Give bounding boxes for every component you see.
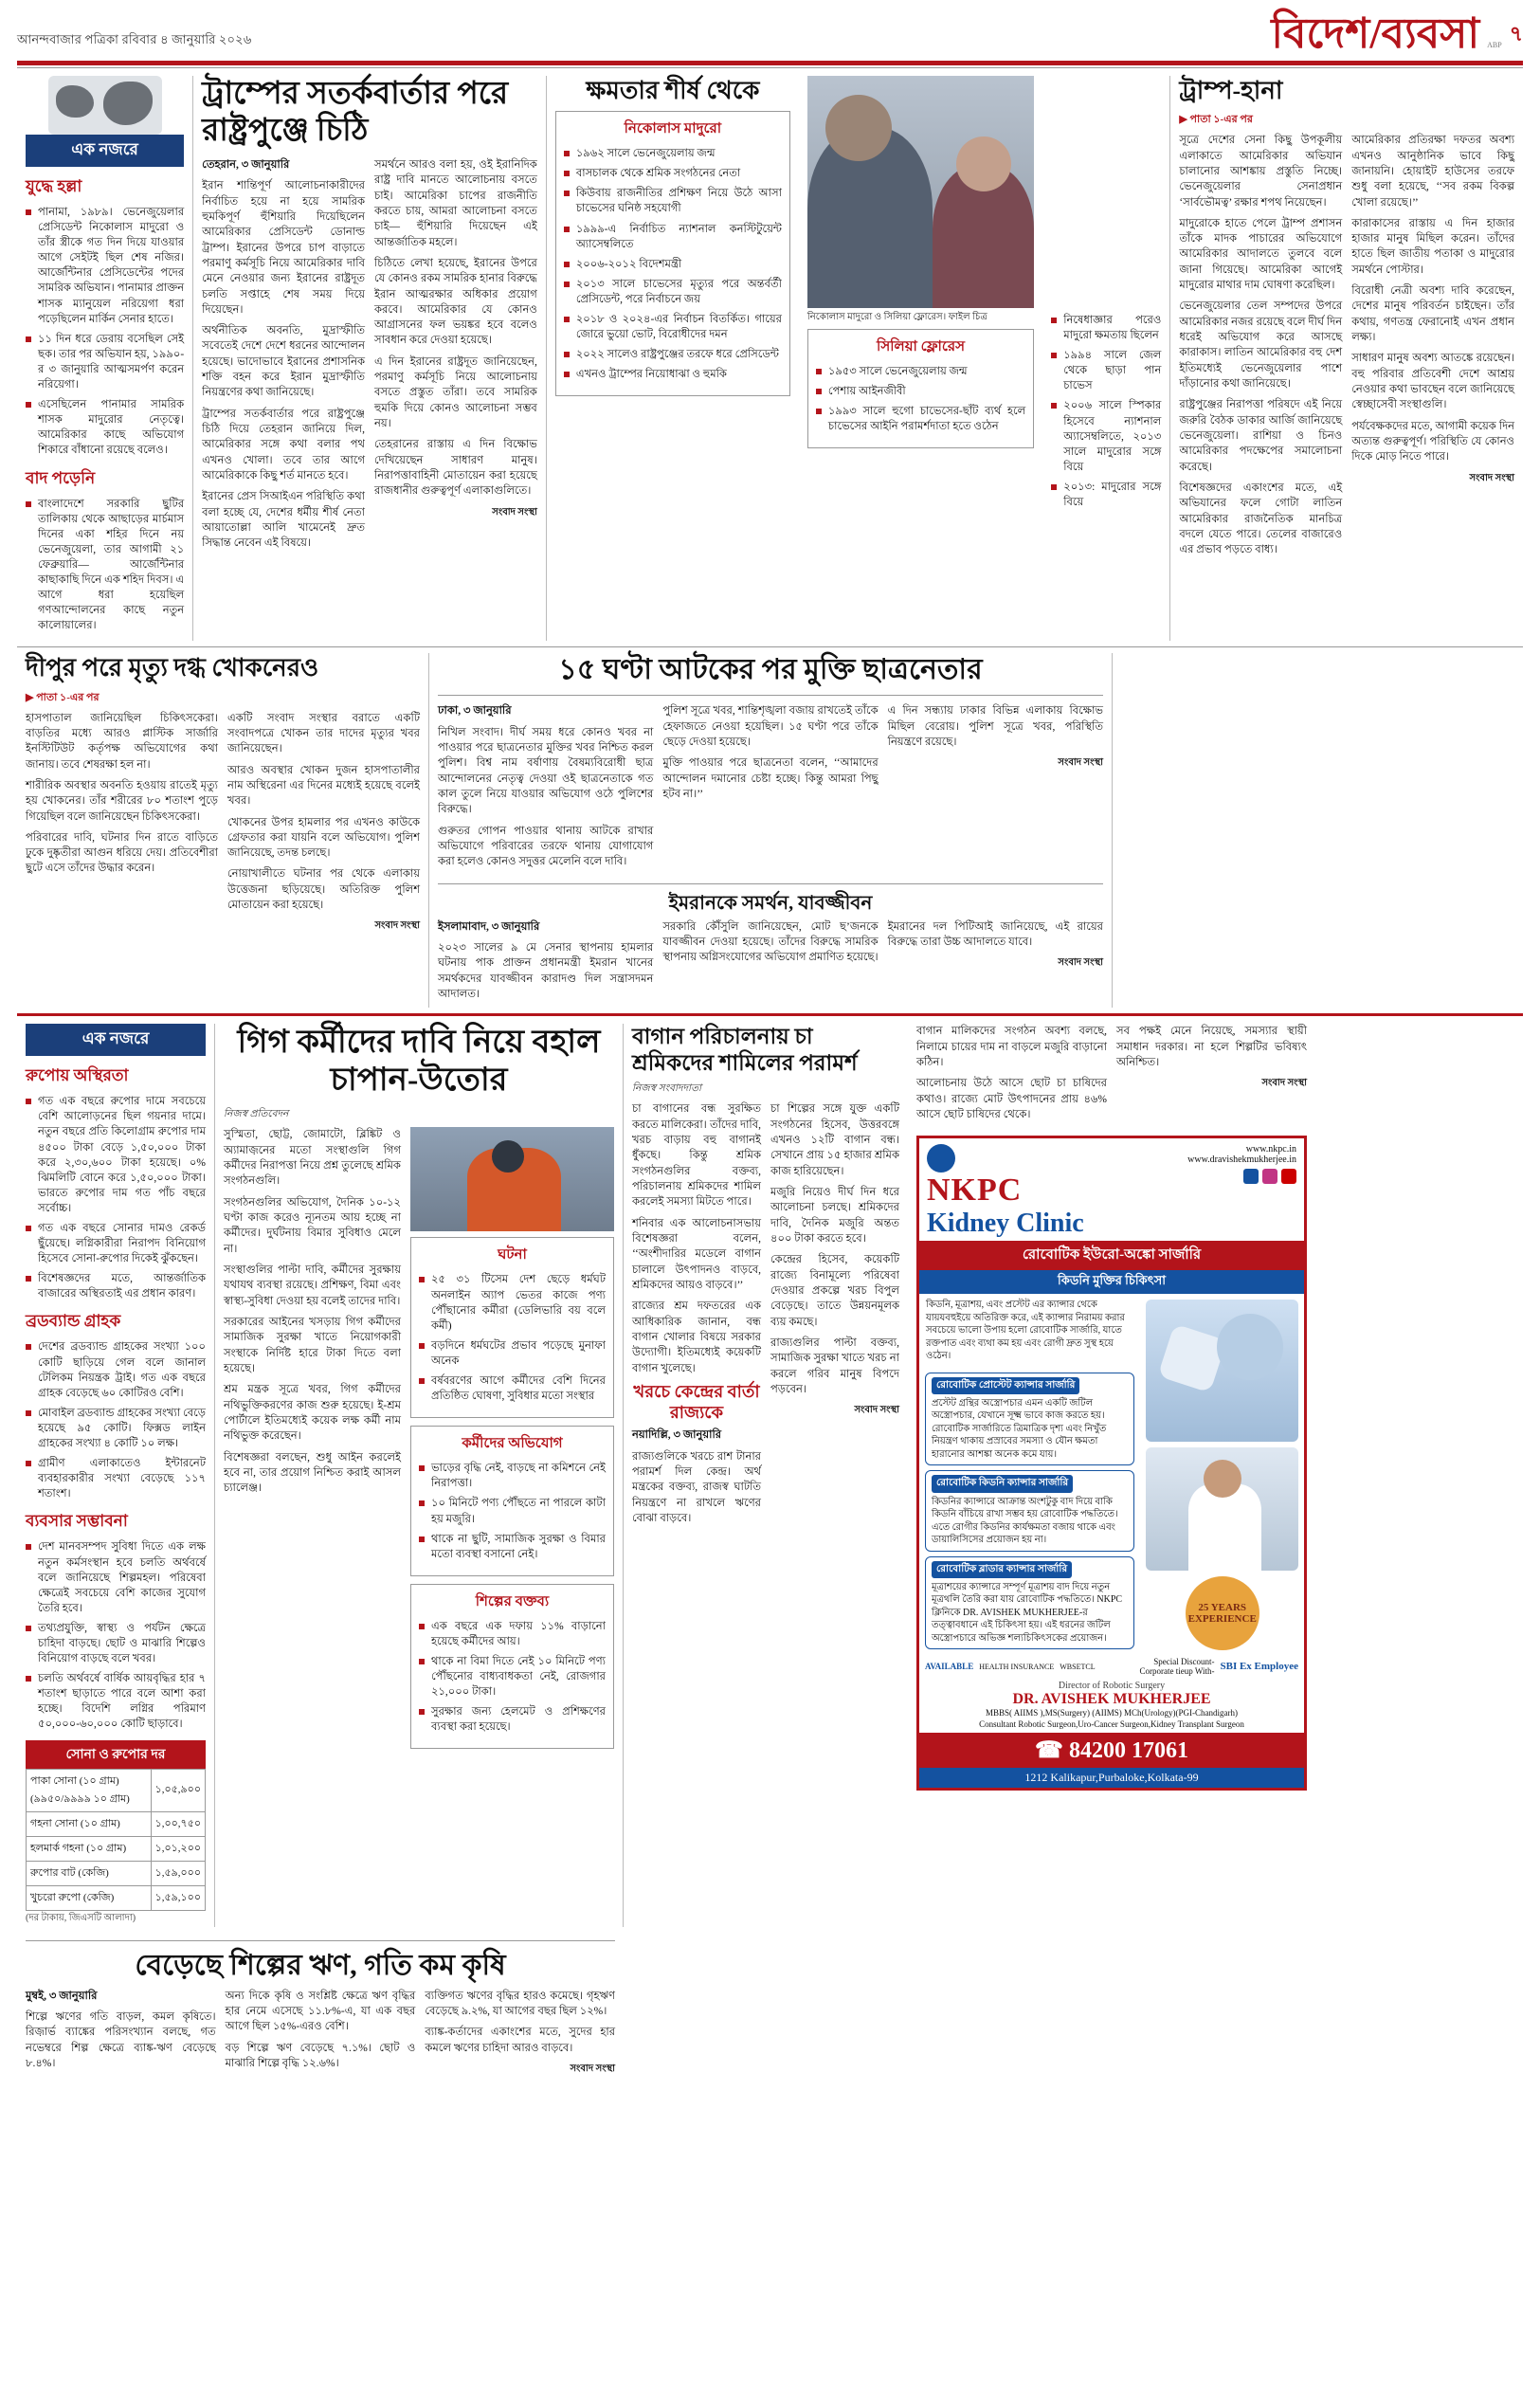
broadband-section-title: ব্রডব্যান্ড গ্রাহক: [26, 1312, 121, 1331]
third-band: [17, 1024, 1523, 1926]
list-item: ২০০৬-২০১২ বিদেশমন্ত্রী: [564, 257, 782, 272]
section-sub-label: ABP: [1487, 41, 1502, 49]
ad-box-text: মূত্রাশয়ের ক্যান্সারে সম্পূর্ণ মূত্রাশয় বাদ দিয়ে নতুন মূত্রথলি তৈরি করা যায় রোবোটিক পদ্ধতিতে। NKPC ক্লিনিকে DR. AVISHEK MUKHERJEE-র তত্ত্বাবধানে এই চিকিৎসা হয়। এই ধরনের জটিল অস্ত্রোপচারে অভিজ্ঞ শল্যচিকিৎসকের প্রয়োজন।: [932, 1581, 1123, 1644]
story-paragraph: একটি সংবাদ সংস্থার বরাতে একটি সংবাদপত্রে খোকন তার দাদের মৃত্যুর খবর জানিয়েছেন।: [227, 712, 420, 755]
list-item: থাকে না বিমা দিতে নেই ১০ মিনিটে পণ্য পৌঁছনোর বাধ্যবাধকতা নেই, রোজগার ২১,০০০ টাকা।: [419, 1654, 606, 1700]
story-paragraph: নিখিল সংবাদ। দীর্ঘ সময় ধরে কোনও খবর না পাওয়ার পরে ছাত্রনেতার মুক্তির খবর নিশ্চিত করল পুলিশ। বিশ্ব নাম বর্ষাণায় বৈষম্যবিরোধী ছাত্র আন্দোলনের নেতৃত্ব দেওয়া ওই ছাত্রনেতাকে গত কাল তুলে নিয়ে যাওয়ার অভিযোগ ওঠে পুলিশের বিরুদ্ধে।: [438, 726, 654, 816]
story-paragraph: আলোচনায় উঠে আসে ছোট চা চাষিদের কথাও। রাজ্যে মোট উৎপাদনের প্রায় ৪৬% আসে ছোট চাষিদের থেকে।: [916, 1078, 1107, 1120]
list-item: ১০ মিনিটে পণ্য পৌঁছতে না পারলে কাটা হয় মজুরি।: [419, 1496, 606, 1526]
section-divider-red: [17, 1013, 1523, 1016]
story-paragraph: আরও অবস্থার খোকন দুজন হাসপাতালীর নাম অস্থিরেনা এর দিনের মধ্যেই হয়েছে বলেই খবর।: [227, 764, 420, 808]
story-credit: সংবাদ সংস্থা: [1261, 1078, 1307, 1089]
youtube-icon[interactable]: [1281, 1169, 1296, 1184]
section-title: বিদেশ/ব্যবসা: [1271, 10, 1480, 57]
story-paragraph: সাধারণ মানুষ অবশ্য আতঙ্কে রয়েছেন। বহু পরিবার প্রতিবেশী দেশে আশ্রয় নেওয়ার কথা ভাবছেন বলে জানিয়েছে স্বেচ্ছাসেবী সংস্থাগুলি।: [1351, 353, 1515, 411]
story-credit: সংবাদ সংস্থা: [374, 920, 420, 932]
story-paragraph: পরিবারের দাবি, ঘটনার দিন রাতে বাড়িতে ঢুকে দুষ্কৃতীরা আগুন ধরিয়ে দেয়। প্রতিবেশীরা ছুটে এসে তাঁদের উদ্ধার করেন।: [26, 831, 218, 875]
health-insurance-label: HEALTH INSURANCE: [979, 1662, 1055, 1671]
story-paragraph: কারাকাসের রাস্তায় এ দিন হাজার হাজার মানুষ মিছিল করেন। তাঁদের হাতে ছিল জাতীয় পতাকা ও মাদুরোর সমর্থনে পোস্টার।: [1351, 217, 1515, 276]
story-paragraph: চা বাগানের বন্ধ সুরক্ষিত করতে মালিকেরা। তাঁদের দাবি, খরচ বাড়ায় বহু বাগানই ধুঁকছে। কিন্তু শ্রমিক সংগঠনগুলির বক্তব্য, পরিচালনায় শ্রমিকদের শামিল করলেই সমস্যা মিটতে পারে।: [632, 1103, 761, 1209]
photo-caption: নিকোলাস মাদুরো ও সিলিয়া ফ্লোরেস। ফাইল চিত্র: [806, 312, 987, 322]
story-paragraph: ২০২৩ সালের ৯ মে সেনার স্থাপনায় হামলার ঘটনায় পাক প্রাক্তন প্রধানমন্ত্রী ইমরান খানের সমর্থকদের যাবজ্জীবন কারাদণ্ড দিল সন্ত্রাসদমন আদালত।: [438, 941, 654, 1000]
headline-industry-loan: বেড়েছে শিল্পের ঋণ, গতি কম কৃষি: [135, 1949, 506, 1981]
col1-section1-list: [26, 205, 184, 459]
column-gig: [215, 1024, 623, 1926]
story-paragraph: অর্থনীতিক অবনতি, মুদ্রাস্ফীতি সবেতেই দেশে দেশে ধরনের আন্দোলন হয়েছে। ভাদোভাবে ইরানের প্রশাসনিক শক্তি বহন করে ইরান মুদ্রাস্ফীতি নিয়ন্ত্রণের কথা জানিয়েছে।: [202, 325, 365, 399]
headline-imran: ইমরানকে সমর্থন, যাবজ্জীবন: [668, 892, 873, 914]
rate-value: ১,০১,২০০: [151, 1836, 205, 1861]
robotic-surgery-image: [1146, 1300, 1298, 1442]
list-item: কিউবায় রাজনীতির প্রশিক্ষণ নিয়ে উঠে আসা চাভেসের ঘনিষ্ঠ সহযোগী: [564, 186, 782, 216]
instagram-icon[interactable]: [1262, 1169, 1277, 1184]
story-paragraph: সব পক্ষই মেনে নিয়েছে, সমস্যার স্থায়ী সমাধান দরকার। না হলে শিল্পটির ভবিষ্যৎ অনিশ্চিত।: [1116, 1026, 1307, 1068]
list-item: ২০২২ সালেও রাষ্ট্রপুঞ্জের তরফে ধরে প্রেসিডেন্ট: [564, 347, 782, 362]
facts-list-extra: [1051, 313, 1161, 510]
dateline: ইসলামাবাদ, ৩ জানুয়ারি: [438, 920, 540, 933]
story-paragraph: গুরুতর গোপন পাওয়ার থানায় আটকে রাখার অভিযোগে পরিবারের তরফে থানায় যোগাযোগ করা হলেও কোনও সদুত্তর মেলেনি বলে দাবি।: [438, 825, 654, 868]
story-paragraph: ইরানের প্রেস সিআইএন পরিস্থিতি কথা বলা হচ্ছে যে, দেশের ধর্মীয় শীর্ষ নেতা আয়াতোল্লা আলি খামেনেই দ্রুত সিদ্ধান্ত নেবেন এই বিষয়ে।: [202, 491, 365, 550]
byline: নিজস্ব সংবাদদাতা: [632, 1083, 702, 1095]
story-paragraph: তেহরানের রাস্তায় এ দিন বিক্ষোভ দেখিয়েছেন সাধারণ মানুষ। নিরাপত্তাবাহিনী মোতায়েন করা হয়েছে রাজধানীর গুরুত্বপূর্ণ এলাকাগুলিতে।: [374, 439, 537, 498]
list-item: ১১ দিন ধরে ডেরায় বসেছিল সেই ছক। তার পর অভিযান হয়, ১৯৯০-র ৩ জানুয়ারি আত্মসমর্পণ করেন নরিয়েগা।: [26, 332, 184, 392]
facts-box-title: কর্মীদের অভিযোগ: [462, 1436, 563, 1452]
list-item: ১৯৯৯-এ নির্বাচিত ন্যাশনাল কনস্টিটুয়েন্ট অ্যাসেম্বলিতে: [564, 222, 782, 252]
globe-icon: [48, 76, 162, 135]
bottom-band: [17, 1933, 1523, 2078]
photo-doctor: [1146, 1447, 1298, 1571]
rate-value: ১,৫৯,০০০: [151, 1861, 205, 1885]
top-section: [17, 76, 1523, 641]
story-paragraph: সরকারি কৌঁসুলি জানিয়েছেন, মোট ছ’জনকে যাবজ্জীবন দেওয়া হয়েছে। তাঁদের বিরুদ্ধে সামরিক স্থাপনায় অগ্নিসংযোগের অভিযোগ প্রমাণিত হয়েছে।: [662, 920, 879, 964]
story-paragraph: আমেরিকার প্রতিরক্ষা দফতর অবশ্য এখনও আনুষ্ঠানিক ভাবে কিছু জানায়নি। হোয়াইট হাউসের তরফে শুধু বলা হয়েছে, ‘‘সব রকম বিকল্প খোলা রয়েছে।’’: [1351, 135, 1515, 209]
story-paragraph: ব্যক্তিগত ঋণের বৃদ্ধির হারও কমেছে। গৃহঋণ বেড়েছে ৯.২%, যা আগের বছর ছিল ১২%।: [425, 1990, 616, 2017]
rate-value: ১,০০,৭৫০: [151, 1811, 205, 1836]
story-credit: সংবাদ সংস্থা: [570, 2063, 616, 2074]
rupee-section-title: রুপোয় অস্থিরতা: [26, 1066, 129, 1085]
madurо-facts-box: [555, 111, 790, 396]
ad-intro-text: কিডনি, মূত্রাশয়, এবং প্রস্টেট এর ক্যান্সার থেকে যায়যবহুইয়ে অতিরিক্ত করে, এই ক্যান্সার নিরাময় করার সবচেয়ে ভালো উপায় হলো রোবোটিক সার্জারি, যাতে রক্তপাত এবং ব্যথা কম হয় এবং রোগী দ্রুত সুস্থ হয়ে ওঠেন।: [926, 1300, 1125, 1362]
rate-label: হলমার্ক গহনা (১০ গ্রাম): [27, 1836, 152, 1861]
rate-value: ১,৫৯,১০০: [151, 1885, 205, 1910]
facts-list: [419, 1272, 606, 1404]
col1-section1-title: যুদ্ধে হল্লা: [26, 177, 82, 195]
facts-list: [816, 364, 1025, 434]
list-item: সুরক্ষার জন্য হেলমেট ও প্রশিক্ষণের ব্যবস্থা করা হয়েছে।: [419, 1704, 606, 1735]
rate-label: পাকা সোনা (১০ গ্রাম) (৯৯৫০/৯৯৯৯ ১০ গ্রাম): [27, 1769, 152, 1811]
table-row: [27, 1885, 206, 1910]
ek-nojore-header-1: এক নজরে: [26, 135, 184, 167]
story-paragraph: কেন্দ্রের হিসেব, কয়েকটি রাজ্যে বিনামূল্যে পরিষেবা দেওয়ার প্রকল্পে খরচ বিপুল বেড়েছে। তাতে উন্নয়নমূলক ব্যয় কমছে।: [770, 1254, 899, 1328]
column-4: [547, 76, 799, 641]
column-right-band2-spacer: [1113, 653, 1511, 1008]
facts-box-title: সিলিয়া ফ্লোরেস: [877, 339, 966, 355]
column-bottom-spacer: [624, 1933, 1519, 2078]
corporate-tieup-label: Corporate tieup With-: [1139, 1666, 1215, 1677]
list-item: এসেছিলেন পানামার সামরিক শাসক মাদুরোর নেতৃত্বে। আমেরিকার কাছে অভিযোগ শিকারে বাঁধানো রয়েছে বলেও।: [26, 397, 184, 458]
story-paragraph: চিঠিতে লেখা হয়েছে, ইরানের উপরে যে কোনও রকম সামরিক হানার বিরুদ্ধে ইরান আত্মরক্ষার অধিকার প্রয়োগ করবে। আমেরিকার যে কোনও আগ্রাসনের ফল ভয়ঙ্কর হবে বলেও সাবধান করে দেওয়া হয়েছে।: [374, 257, 537, 347]
page-number: ৭: [1509, 22, 1523, 45]
ad-box-text: কিডনির ক্যান্সারে আক্রান্ত অংশটুকু বাদ দিয়ে বাকি কিডনি বাঁচিয়ে রাখা সম্ভব হয় রোবোটিক পদ্ধতিতে। এতে রোগীর কিডনির কার্যক্ষমতা বজায় থাকে এবং ডায়ালিসিসের প্রয়োজন হয় না।: [932, 1496, 1118, 1546]
dateline: ঢাকা, ৩ জানুয়ারি: [438, 705, 512, 718]
story-paragraph: [202, 157, 365, 173]
jump-line: ▶ পাতা ১-এর পর: [26, 691, 100, 703]
story-paragraph: হাসপাতাল জানিয়েছিল চিকিৎসকেরা। বাড়তির মধ্যে আরও প্লাস্টিক সার্জারি ইনস্টিটিউট কর্তৃপক্ষ অভিযোগের কথা জানায়। তবে শেষরক্ষা হল না।: [26, 712, 218, 771]
story-paragraph: বিশেষজ্ঞরা বলছেন, শুধু আইন করলেই হবে না, তার প্রয়োগ নিশ্চিত করাই আসল চ্যালেঞ্জ।: [224, 1451, 401, 1495]
experience-badge: 25 YEARS EXPERIENCE: [1186, 1576, 1259, 1650]
sbi-label: SBI Ex Employee: [1220, 1661, 1298, 1673]
story-paragraph: ইরান শান্তিপূর্ণ আলোচনাকারীদের নির্বাচিত হয়ে না হয়ে সামরিক হুমকিপূর্ণ হুঁশিয়ারি দিয়েছিলেন আমেরিকার প্রেসিডেন্ট ডোনাল্ড ট্রাম্প। ইরানের উপরে চাপ বাড়াতে পরমাণু কর্মসূচি নিয়ে আমেরিকার দাবি মেনে নেওয়ার জন্য ইরানের রাষ্ট্রদূত চলতি সপ্তাহে শেষ সময় দিয়ে দিয়েছেন।: [202, 180, 365, 316]
story-paragraph: রাজ্যগুলির পাল্টা বক্তব্য, সামাজিক সুরক্ষা খাতে খরচ না করলে গরিব মানুষ বিপদে পড়বেন।: [770, 1337, 899, 1396]
column-left-band3: [17, 1024, 214, 1926]
list-item: নিষেধাজ্ঞার পরেও মাদুরো ক্ষমতায় ছিলেন: [1051, 313, 1161, 343]
headline-power-top: ক্ষমতার শীর্ষ থেকে: [586, 77, 760, 104]
ad-website-1[interactable]: www.nkpc.in: [1245, 1144, 1296, 1155]
story-paragraph: অন্য দিকে কৃষি ও সংশ্লিষ্ট ক্ষেত্রে ঋণ বৃদ্ধির হার নেমে এসেছে ১১.৮%-এ, যা এক বছর আগে ছিল ১৫%-এরও বেশি।: [225, 1990, 416, 2033]
ad-box-title: রোবোটিক কিডনি ক্যান্সার সার্জারি: [932, 1475, 1073, 1492]
list-item: দেশ মানবসম্পদ সুবিধা দিতে এক লক্ষ নতুন কর্মসংস্থান হবে চলতি অর্থবর্ষে বলে জানিয়েছে শিল্পমহল। পরিষেবা ক্ষেত্রেই সবচেয়ে বেশি কাজের সুযোগ তৈরি হবে।: [26, 1539, 206, 1615]
story-paragraph: মজুরি নিয়েও দীর্ঘ দিন ধরে আলোচনা চলছে। শ্রমিকদের দাবি, দৈনিক মজুরি অন্তত ৪০০ টাকা করতে হবে।: [770, 1187, 899, 1246]
story-paragraph: সূত্রে দেশের সেনা কিছু উপকূলীয় এলাকাতে আমেরিকার অভিযান চালানোর আশঙ্কায় প্রস্তুতি নিচ্ছে। ভেনেজুয়েলার সেনাপ্রধান ‘সার্বভৌমত্ব’ রক্ষার শপথ নিয়েছেন।: [1179, 135, 1343, 209]
list-item: পেশায় আইনজীবী: [816, 384, 1025, 399]
ad-box-kidney: [925, 1470, 1134, 1551]
story-paragraph: বড় শিল্পে ঋণ বেড়েছে ৭.১%। ছোট ও মাঝারি শিল্পে বৃদ্ধি ১২.৬%।: [225, 2042, 416, 2069]
byline: নিজস্ব প্রতিবেদন: [224, 1109, 289, 1120]
column-photo: [799, 76, 1042, 641]
story-paragraph: রাষ্ট্রপুঞ্জের নিরাপত্তা পরিষদে এই নিয়ে জরুরি বৈঠক ডাকার আর্জি জানিয়েছে ভেনেজুয়েলা। রাশিয়া ও চিনও আমেরিকার পদক্ষেপের সমালোচনা করেছে।: [1179, 399, 1343, 473]
column-facts-extra: [1042, 76, 1169, 641]
list-item: ২০১৩ সালে চাভেসের মৃত্যুর পরে অন্তর্বর্তী প্রেসিডেন্ট, পরে নির্বাচনে জয়: [564, 277, 782, 307]
dateline: নয়াদিল্লি, ৩ জানুয়ারি: [632, 1429, 722, 1442]
story-paragraph: শনিবার এক আলোচনাসভায় বিশেষজ্ঞরা বলেন, ‘‘অংশীদারির মডেলে বাগান চালালে উৎপাদনও বাড়বে, শ্রমিকদের আয়ও বাড়বে।’’: [632, 1217, 761, 1292]
ad-box-bladder: [925, 1556, 1134, 1650]
story-paragraph: মুক্তি পাওয়ার পরে ছাত্রনেতা বলেন, ‘‘আমাদের আন্দোলন দমানোর চেষ্টা হচ্ছে। কিন্তু আমরা পিছু হটব না।’’: [662, 757, 879, 800]
col1-section2-title: বাদ পড়েনি: [26, 468, 96, 487]
story-paragraph: বিশেষজ্ঞদের একাংশের মতে, এই অভিযানের ফলে গোটা লাতিন আমেরিকার রাজনৈতিক মানচিত্র বদলে যেতে পারে। তেলের বাজারেও এর প্রভাব পড়তে বাধ্য।: [1179, 482, 1343, 556]
story-credit: সংবাদ সংস্থা: [1469, 472, 1515, 483]
rates-note: (দর টাকায়, জিএসটি আলাদা): [26, 1912, 136, 1923]
story-paragraph: শারীরিক অবস্থার অবনতি হওয়ায় রাতেই মৃত্যু হয় খোকনের। তাঁর শরীরের ৮০ শতাংশ পুড়ে গিয়েছিল বলে জানিয়েছেন চিকিৎসকেরা।: [26, 779, 218, 823]
story-credit: সংবাদ সংস্থা: [1058, 757, 1103, 769]
story-paragraph: এ দিন ইরানের রাষ্ট্রদূত জানিয়েছেন, পরমাণু কর্মসূচি নিয়ে আলোচনায় বসতে প্রস্তুত তাঁরা। তবে সামরিক হুমকি দিয়ে কোনও আলোচনা সম্ভব নয়।: [374, 355, 537, 430]
column-1: [17, 76, 192, 641]
table-row: [27, 1861, 206, 1885]
column-6-7: [1170, 76, 1523, 641]
list-item: ২৫ ৩১ টিসেম দেশ ছেড়ে ধর্মঘট অনলাইন অ্যাপ ভেতর কাজে পণ্য পৌঁছানোর কর্মীরা (ডেলিভারি বয় বলে কর্মী): [419, 1272, 606, 1333]
headline-trump-letter: ট্রাম্পের সতর্কবার্তার পরে রাষ্ট্রপুঞ্জে চিঠি: [202, 77, 509, 148]
list-item: মোবাইল ব্রডব্যান্ড গ্রাহকের সংখ্যা বেড়ে হয়েছে ৯৫ কোটি। ফিক্সড লাইন গ্রাহকের সংখ্যা ৪ কোটি ১০ লক্ষ।: [26, 1406, 206, 1451]
story-paragraph: ট্রাম্পের সতর্কবার্তার পরে রাষ্ট্রপুঞ্জে চিঠি দিয়ে তেহরান জানিয়ে দিল, আমেরিকার সঙ্গে কথা বলার পথ এখনও খোলা। তবে তার আগে আমেরিকাকে কিছু শর্ত মানতে হবে।: [202, 408, 365, 482]
rate-label: রুপোর বাট (কেজি): [27, 1861, 152, 1885]
story-credit: সংবাদ সংস্থা: [854, 1405, 899, 1416]
rate-label: খুচরো রুপো (কেজি): [27, 1885, 152, 1910]
doctor-designation: Consultant Robotic Surgeon,Uro-Cancer Surgeon,Kidney Transplant Surgeon: [979, 1718, 1244, 1729]
headline-dipur: দীপুর পরে মৃত্যু দগ্ধ খোকনেরও: [26, 654, 319, 682]
story-paragraph: রাজ্যগুলিকে খরচে রাশ টানার পরামর্শ দিল কেন্দ্র। অর্থ মন্ত্রকের বক্তব্য, রাজস্ব ঘাটতি নিয়ন্ত্রণে না রাখলে ঋণের বোঝা বাড়বে।: [632, 1450, 761, 1524]
list-item: বর্ষবরণের আগে কর্মীদের বেশি দিনের প্রতিষ্ঠিত ঘোষণা, সুবিধার মতো সংস্থার: [419, 1373, 606, 1404]
ad-phone-number[interactable]: ☎ 84200 17061: [919, 1733, 1304, 1768]
list-item: গত এক বছরে রুপোর দামে সবচেয়ে বেশি আলোড়নের ছিল গয়নার দামে। নতুন বছরে প্রতি কিলোগ্রাম রুপোর দাম ৪৫০০ টাকা বেড়ে ১,৫০,০০০ টাকা করে ২,৩০,৬০০ টাকা হয়েছে। ০% ঝিমলিটি বোনে করে ১,৫০,০০০ টাকা। ভারতে রুপোর দাম গত পাঁচ বছরে সর্বোচ্চ।: [26, 1094, 206, 1216]
masthead-rule: [17, 61, 1523, 65]
list-item: এখনও ট্রাম্পের নিয়োধাঝা ও হুমকি: [564, 367, 782, 382]
flores-facts-box: [807, 329, 1034, 448]
masthead-date: আনন্দবাজার পত্রিকা রবিবার ৪ জানুয়ারি ২০২৬: [17, 32, 252, 46]
masthead-rule-thin: [17, 67, 1523, 68]
gig-industry-box: [410, 1584, 614, 1750]
story-paragraph: পুলিশ সূত্রে খবর, শান্তিশৃঙ্খলা বজায় রাখতেই তাঁকে হেফাজতে নেওয়া হয়েছিল। ১৫ ঘণ্টা পরে তাঁকে ছেড়ে দেওয়া হয়েছে।: [662, 705, 879, 748]
second-band: [17, 653, 1523, 1008]
ad-website-2[interactable]: www.dravishekmukherjee.in: [1187, 1155, 1296, 1166]
story-paragraph: খোকনের উপর হামলার পর এখনও কাউকে গ্রেফতার করা যায়নি বলে অভিযোগ। পুলিশ জানিয়েছে, তদন্ত চলছে।: [227, 816, 420, 860]
masthead: [17, 10, 1523, 57]
story-paragraph: নোয়াখালীতে ঘটনার পর থেকে এলাকায় উত্তেজনা ছড়িয়েছে। অতিরিক্ত পুলিশ মোতায়েন করা হয়েছে।: [227, 868, 420, 912]
list-item: চলতি অর্থবর্ষে বার্ষিক আয়বৃদ্ধির হার ৭ শতাংশ ছাড়াতে পারে বলে আশা করা হচ্ছে। বিদেশি লগ্নির পরিমাণ ৫০,০০০-৬০,০০০ কোটি ছাড়াবে।: [26, 1671, 206, 1732]
doctor-name: DR. AVISHEK MUKHERJEE: [1012, 1691, 1211, 1708]
column-mid-band2: [429, 653, 1112, 1008]
section-divider: [17, 646, 1523, 647]
photo-maduro-flores: [807, 76, 1034, 308]
story-paragraph: শ্রম মন্ত্রক সূত্রে খবর, গিগ কর্মীদের নথিভুক্তিকরণের কাজ শুরু হয়েছে। ই-শ্রম পোর্টালে ইতিমধ্যেই কয়েক লক্ষ কর্মী নাম নথিভুক্ত করেছেন।: [224, 1384, 401, 1443]
story-paragraph: সুস্মিতা, ছোট্ট, জোমাটো, ব্লিঙ্কিট ও অ্যামাজ়নের মতো সংস্থাগুলি গিগ কর্মীদের নিরাপত্তা নিয়ে প্রশ্ন তুলেছে শ্রমিক সংগঠনগুলি।: [224, 1129, 401, 1188]
story-paragraph: বিরোধী নেত্রী অবশ্য দাবি করেছেন, দেশের মানুষ পরিবর্তন চাইছেন। তাঁর কথায়, গণতন্ত্র ফেরানোই এখন প্রধান লক্ষ্য।: [1351, 285, 1515, 344]
advertisement-nkpc[interactable]: [916, 1136, 1307, 1790]
story-paragraph: মাদুরোকে হাতে পেলে ট্রাম্প প্রশাসন তাঁকে মাদক পাচারের অভিযোগে আমেরিকার আদালতে তুলবে বলে জানা গিয়েছে। আমেরিকা আগেই মাদুরোর মাথার দাম ঘোষণা করেছিল।: [1179, 217, 1343, 292]
story-paragraph: শিল্পে ঋণের গতি বাড়ল, কমল কৃষিতে। রিজ়ার্ভ ব্যাঙ্কের পরিসংখ্যান বলছে, গত নভেম্বরে শিল্প ক্ষেত্রে ব্যাঙ্ক-ঋণ বেড়েছে ৮.৪%।: [26, 2010, 216, 2069]
wbsetcl-label: WBSETCL: [1060, 1662, 1096, 1671]
story-paragraph: বাগান মালিকদের সংগঠন অবশ্য বলছে, নিলামে চায়ের দাম না বাড়লে মজুরি বাড়ানো কঠিন।: [916, 1026, 1107, 1068]
headline-kendra: খরচে কেন্দ্রের বার্তা রাজ্যকে: [633, 1382, 760, 1422]
list-item: ১৯৫৩ সালে ভেনেজুয়েলায় জন্ম: [816, 364, 1025, 379]
list-item: ২০১৮ ও ২০২৪-এর নির্বাচন বিতর্কিত। গায়ের জোরে ভুয়ো ভোট, বিরোধীদের দমন: [564, 312, 782, 342]
column-2-3: [193, 76, 546, 641]
column-tea: [624, 1024, 908, 1926]
jump-line: ▶ পাতা ১-এর পর: [1179, 114, 1253, 126]
facts-list: [419, 1461, 606, 1562]
special-discount-label: Special Discount-: [1153, 1657, 1215, 1667]
rate-value: ১,০৫,৯০০: [151, 1769, 205, 1811]
list-item: বিশেষজ্ঞদের মতে, আন্তর্জাতিক বাজারের অস্থিরতাই এর প্রধান কারণ।: [26, 1271, 206, 1301]
table-row: [27, 1811, 206, 1836]
story-paragraph: সংস্থাগুলির পাল্টা দাবি, কর্মীদের সুরক্ষায় যথাযথ ব্যবস্থা রয়েছে। প্রশিক্ষণ, বিমা এবং স্বাস্থ্য-সুবিধা দেওয়া হয় বলেই তাদের দাবি।: [224, 1264, 401, 1307]
list-item: দেশের ব্রডব্যান্ড গ্রাহকের সংখ্যা ১০০ কোটি ছাড়িয়ে গেল বলে জানাল টেলিকম নিয়ন্ত্রক ট্রাই। গত এক বছরে গ্রাহক বেড়েছে ৬০ কোটিরও বেশি।: [26, 1339, 206, 1400]
story-paragraph: পর্যবেক্ষকদের মতে, আগামী কয়েক দিন অত্যন্ত গুরুত্বপূর্ণ। পরিস্থিতি যে কোনও দিকে মোড় নিতে পারে।: [1351, 420, 1515, 464]
story-paragraph: সমর্থনে আরও বলা হয়, ওই ইরানিদিক রাষ্ট্র দাবি মানতে আলোচনায় বসতে চাই। আমেরিকা চাপের রাজনীতি করতে চায়, আমরা আলোচনা বসতে চাই— হুঁশিয়ারি দিয়েছেন এই আন্তর্জাতিক মহলে।: [374, 158, 537, 248]
column-left-band2: [17, 653, 428, 1008]
list-item: তথ্যপ্রযুক্তি, স্বাস্থ্য ও পর্যটন ক্ষেত্রে চাহিদা বাড়ছে। ছোট ও মাঝারি শিল্পেও বিনিয়োগ বাড়ছে বলে খবর।: [26, 1621, 206, 1666]
headline-tea-workers: বাগান পরিচালনায় চা শ্রমিকদের শামিলের পরামর্শ: [632, 1025, 858, 1075]
column-right-band3: [908, 1024, 1315, 1926]
headline-student-leader: ১৫ ঘণ্টা আটকের পর মুক্তি ছাত্রনেতার: [558, 654, 983, 686]
broadband-list: [26, 1339, 206, 1501]
doctor-role: Director of Robotic Surgery: [1058, 1681, 1166, 1692]
nkpc-logo-icon: [927, 1144, 955, 1173]
column-loan: [17, 1933, 624, 2078]
headline-trump-hana: ট্রাম্প-হানা: [1179, 77, 1283, 104]
table-row: [27, 1836, 206, 1861]
list-item: ১৯৯৪ সালে জেল থেকে ছাড়া পান চাভেস: [1051, 348, 1161, 393]
table-row: [27, 1769, 206, 1811]
facts-list: [419, 1619, 606, 1736]
ad-address: 1212 Kalikapur,Purbaloke,Kolkata-99: [919, 1768, 1304, 1788]
list-item: বাংলাদেশে সরকারি ছুটির তালিকায় থেকে আছাড়ের মার্চমাস দিনের একা শহির দিনে নয় ভেনেজুয়েলা, তার আগামী ২১ ফেব্রুয়ারি— আর্জেন্টিনার কাছাকাছি দিনে এক শহিদ দিবস। এ আগে ধরা হয়েছিল গণআন্দোলনের কাছে নতুন কালোয়ালের।: [26, 497, 184, 634]
gig-complaints-box: [410, 1426, 614, 1576]
story-credit: সংবাদ সংস্থা: [1058, 957, 1103, 969]
rupee-list: [26, 1094, 206, 1301]
rates-table-title: সোনা ও রুপোর দর: [26, 1740, 206, 1769]
list-item: থাকে না ছুটি, সামাজিক সুরক্ষা ও বিমার মতো ব্যবস্থা বসানো নেই।: [419, 1532, 606, 1562]
story-paragraph: ভেনেজুয়েলার তেল সম্পদের উপরে আমেরিকার নজর রয়েছে বলে দীর্ঘ দিন ধরেই অভিযোগ করে আসছে কারাকাস। লাতিন আমেরিকার বহু দেশ ইতিমধ্যেই ভেনেজুয়েলার পাশে দাঁড়ানোর কথা জানিয়েছে।: [1179, 300, 1343, 391]
ad-brand-1: NKPC: [927, 1173, 1023, 1209]
doctor-qualifications: MBBS( AIIMS ),MS(Surgery) (AIIMS) MCh(Urology)(PGI-Chandigarh): [985, 1708, 1239, 1718]
list-item: ১৯৯৩ সালে হুগো চাভেসের-ছাঁট ব্যর্থ হলে চাভেসের আইনি পরামর্শদাতা হতে ওঠেন: [816, 404, 1025, 434]
facts-box-title: নিকোলাস মাদুরো: [624, 121, 722, 137]
ad-box-text: প্রস্টেট গ্রন্থির অস্ত্রোপচার এমন একটি জটিল অস্ত্রোপচার, যেখানে সূক্ষ্ম ভাবে কাজ করতে হয়। রোবোটিক সার্জারিতে ত্রিমাত্রিক দৃশ্য এবং নিখুঁত নিয়ন্ত্রণ থাকায় প্রস্রাবের সমস্যা ও যৌন ক্ষমতা হারানোর আশঙ্কা অনেক কমে যায়।: [932, 1397, 1107, 1460]
ad-band-robotic: রোবোটিক ইউরো-অঙ্কো সার্জারি: [919, 1241, 1304, 1270]
ad-band-kidney: কিডনি মুক্তির চিকিৎসা: [919, 1270, 1304, 1294]
story-paragraph: এ দিন সন্ধ্যায় ঢাকার বিভিন্ন এলাকায় বিক্ষোভ মিছিল বেরোয়। পুলিশ সূত্রে খবর, পরিস্থিতি নিয়ন্ত্রণে রয়েছে।: [887, 705, 1103, 748]
available-label: AVAILABLE: [925, 1662, 974, 1672]
phone-text: 84200 17061: [1068, 1737, 1188, 1763]
business-section-title: ব্যবসার সম্ভাবনা: [26, 1512, 128, 1531]
ad-box-prostate: [925, 1373, 1134, 1466]
list-item: বাসচালক থেকে শ্রমিক সংগঠনের নেতা: [564, 166, 782, 181]
ad-box-title: রোবোটিক প্রোস্টেট ক্যান্সার সার্জারি: [932, 1377, 1079, 1394]
story-credit: সংবাদ সংস্থা: [492, 506, 537, 518]
list-item: বড়দিনে ধর্মঘটের প্রভাব পড়েছে মুনাফা অনেক: [419, 1338, 606, 1369]
rate-label: গহনা সোনা (১০ গ্রাম): [27, 1811, 152, 1836]
gig-event-box: [410, 1237, 614, 1418]
facts-list: [564, 146, 782, 382]
story-paragraph: সরকারের আইনের খসড়ায় গিগ কর্মীদের সামাজিক সুরক্ষা খাতে নিয়োগকারী সংস্থাকে নির্দিষ্ট হারে টাকা দিতে বলা হয়েছে।: [224, 1317, 401, 1375]
facts-box-title: ঘটনা: [498, 1247, 527, 1264]
ek-nojore-header-2: এক নজরে: [26, 1024, 206, 1056]
list-item: ২০০৬ সালে স্পিকার হিসেবে ন্যাশনাল অ্যাসেম্বলিতে, ২০১৩ সালে মাদুরোর সঙ্গে বিয়ে: [1051, 398, 1161, 474]
ad-box-title: রোবোটিক ব্লাডার ক্যান্সার সার্জারি: [932, 1561, 1072, 1578]
story-paragraph: ইমরানের দল পিটিআই জানিয়েছে, এই রায়ের বিরুদ্ধে তারা উচ্চ আদালতে যাবে।: [887, 920, 1103, 948]
story-paragraph: সংগঠনগুলির অভিযোগ, দৈনিক ১০-১২ ঘণ্টা কাজ করেও ন্যূনতম আয় হচ্ছে না কর্মীদের। দুর্ঘটনায় বিমার সুবিধাও মেলে না।: [224, 1196, 401, 1255]
facts-box-title: শিল্পের বক্তব্য: [475, 1593, 550, 1609]
list-item: এক বছরে এক দফায় ১১% বাড়ানো হয়েছে কর্মীদের আয়।: [419, 1619, 606, 1649]
list-item: ১৯৬২ সালে ভেনেজুয়েলায় জন্ম: [564, 146, 782, 161]
list-item: ভাড়ের বৃদ্ধি নেই, বাড়ছে না কমিশনে নেই নিরাপত্তা।: [419, 1461, 606, 1491]
facebook-icon[interactable]: [1243, 1169, 1259, 1184]
col1-section2-list: [26, 497, 184, 634]
list-item: পানামা, ১৯৮৯। ভেনেজুয়েলার প্রেসিডেন্ট নিকোলাস মাদুরো ও তাঁর স্ত্রীকে গত দিন দিয়ে যাওয়ার আগে সেইটই ছিল শেষ নজির। আর্জেন্টিনার প্রেসিডেন্টের পদের সামরিক অভিযান। পানামার প্রাক্তন শাসক ম্যানুয়েল নরিয়েগা ধরা পড়েছিলেন মার্কিন সেনার হাতে।: [26, 205, 184, 327]
story-paragraph: চা শিল্পের সঙ্গে যুক্ত একটি সংগঠনের হিসেব, উত্তরবঙ্গে এখনও ১২টি বাগান বন্ধ। সেখানে প্রায় ১৫ হাজার শ্রমিক কাজ হারিয়েছেন।: [770, 1103, 899, 1177]
story-paragraph: ব্যাঙ্ক-কর্তাদের একাংশের মতে, সুদের হার কমলে ঋণের চাহিদা আরও বাড়বে।: [425, 2027, 616, 2054]
ad-brand-2: Kidney Clinic: [927, 1209, 1084, 1239]
headline-gig-workers: গিগ কর্মীদের দাবি নিয়ে বহাল চাপান-উতোর: [237, 1025, 601, 1099]
photo-delivery-rider: [410, 1127, 614, 1231]
gold-silver-rates-table: [26, 1769, 206, 1911]
dateline: তেহরান, ৩ জানুয়ারি: [202, 158, 290, 171]
story-paragraph: রাজ্যের শ্রম দফতরের এক আধিকারিক জানান, বন্ধ বাগান খোলার বিষয়ে সরকার উদ্যোগী। ইতিমধ্যেই কয়েকটি বাগান খুলেছে।: [632, 1300, 761, 1374]
dateline: মুম্বই, ৩ জানুয়ারি: [26, 1990, 98, 2002]
list-item: ২০১৩: মাদুরোর সঙ্গে বিয়ে: [1051, 480, 1161, 510]
list-item: গত এক বছরে সোনার দামও রেকর্ড ছুঁয়েছে। লগ্নিকারীরা নিরাপদ বিনিয়োগ হিসেবে সোনা-রুপোর দিকেই ঝুঁকছেন।: [26, 1221, 206, 1266]
list-item: গ্রামীণ এলাকাতেও ইন্টারনেট ব্যবহারকারীর সংখ্যা বেড়েছে ১১৭ শতাংশ।: [26, 1456, 206, 1501]
business-list: [26, 1539, 206, 1732]
